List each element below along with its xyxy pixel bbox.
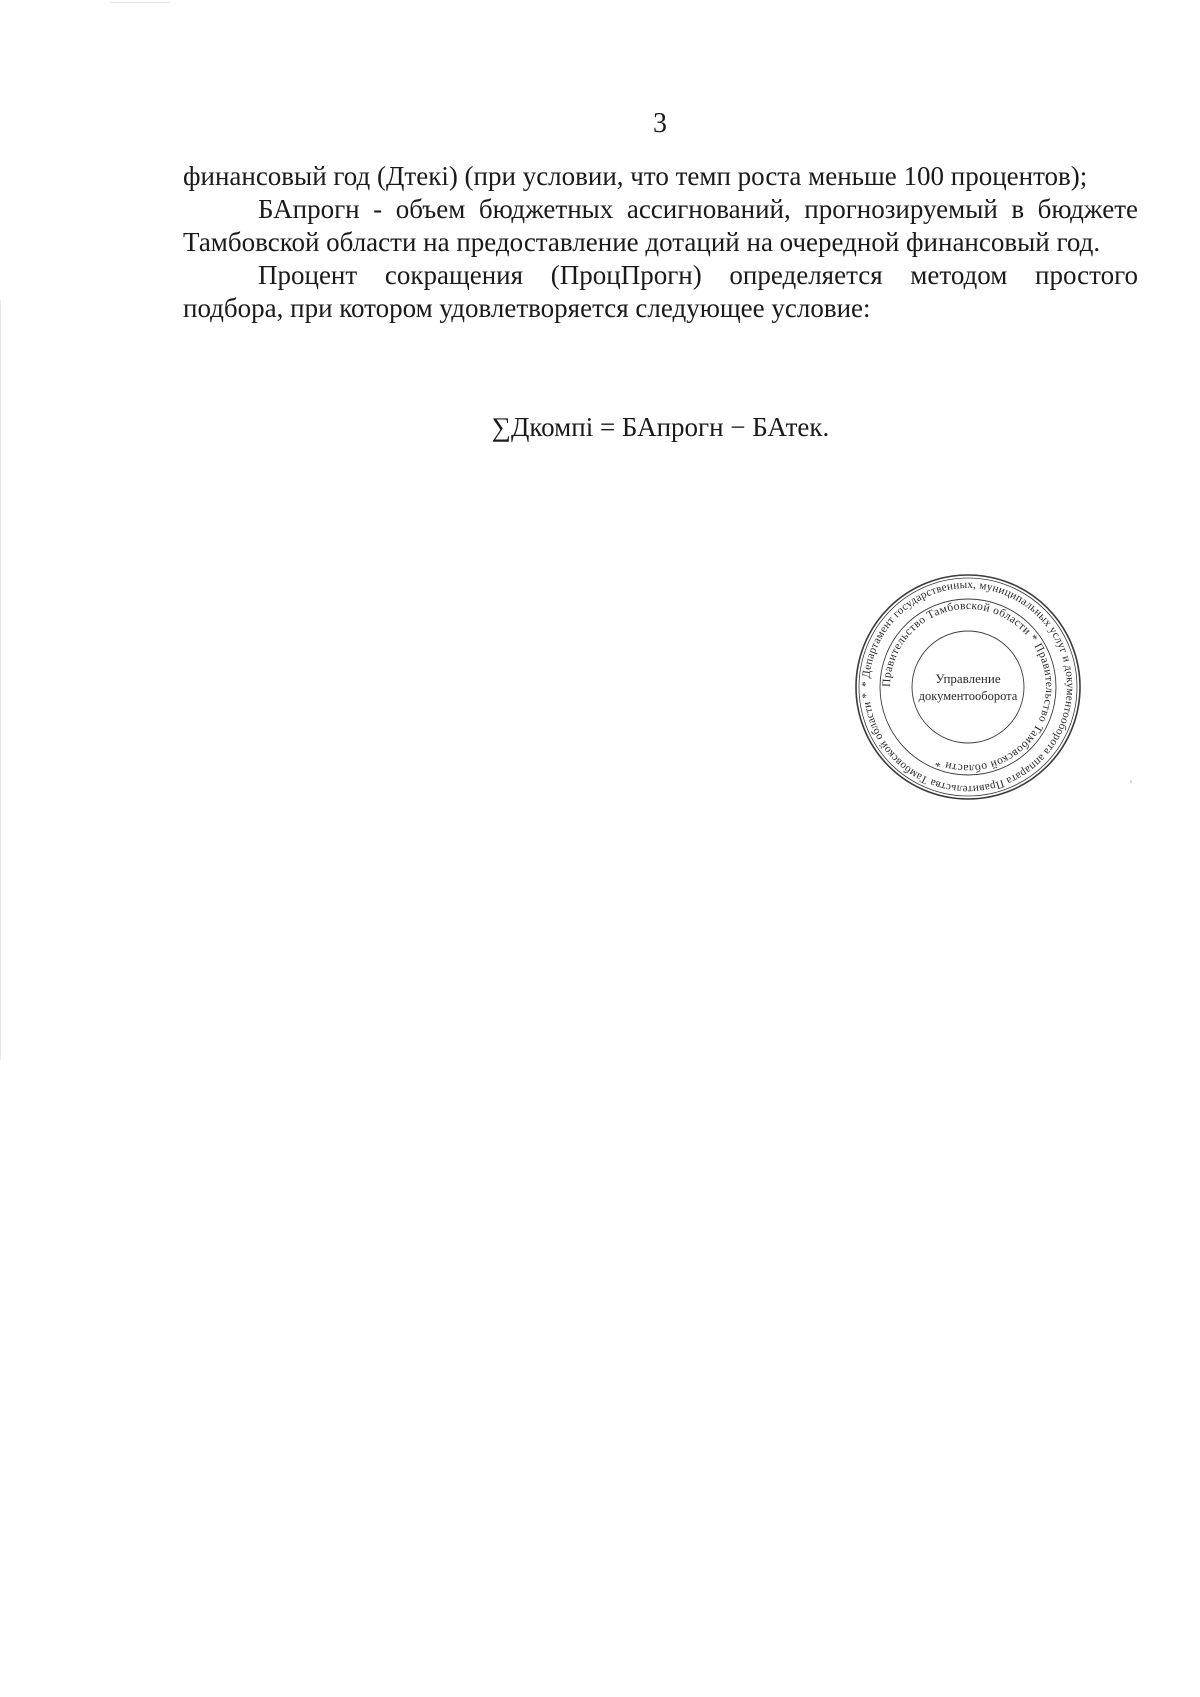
stamp-seal-graphic — [853, 572, 1083, 802]
paragraph-baprogn-definition: БАпрогн - объем бюджетных ассигнований, прогнозируемый в бюджете Тамбовской области на предоставление дотаций на очередной финансовый год. — [183, 194, 1138, 257]
scan-artifact — [1130, 780, 1132, 783]
stamp-center-line-2: документооборота — [918, 689, 1018, 703]
document-body — [183, 160, 1138, 325]
formula: ∑Дкомпі = БАпрогн − БАтек. — [491, 412, 830, 442]
scan-artifact — [0, 300, 1, 1060]
stamp-middle-ring-text: Правительство Тамбовской области * Правительство Тамбовской области * — [880, 599, 1056, 775]
paragraph-continuation: финансовый год (Дтекі) (при условии, что темп роста меньше 100 процентов); — [183, 161, 1088, 191]
stamp-outer-ring-text: * Департамент государственных, муниципальных услуг и документооборота аппарата Правительства Тамбовской области * — [859, 578, 1077, 796]
page-number: 3 — [653, 108, 667, 139]
scan-artifact — [110, 2, 170, 3]
stamp-center-line-1: Управление — [935, 671, 1001, 686]
official-stamp — [853, 572, 1083, 802]
paragraph-reduction-percent: Процент сокращения (ПроцПрогн) определяется методом простого подбора, при котором удовлетворяется следующее условие: — [183, 260, 1138, 323]
